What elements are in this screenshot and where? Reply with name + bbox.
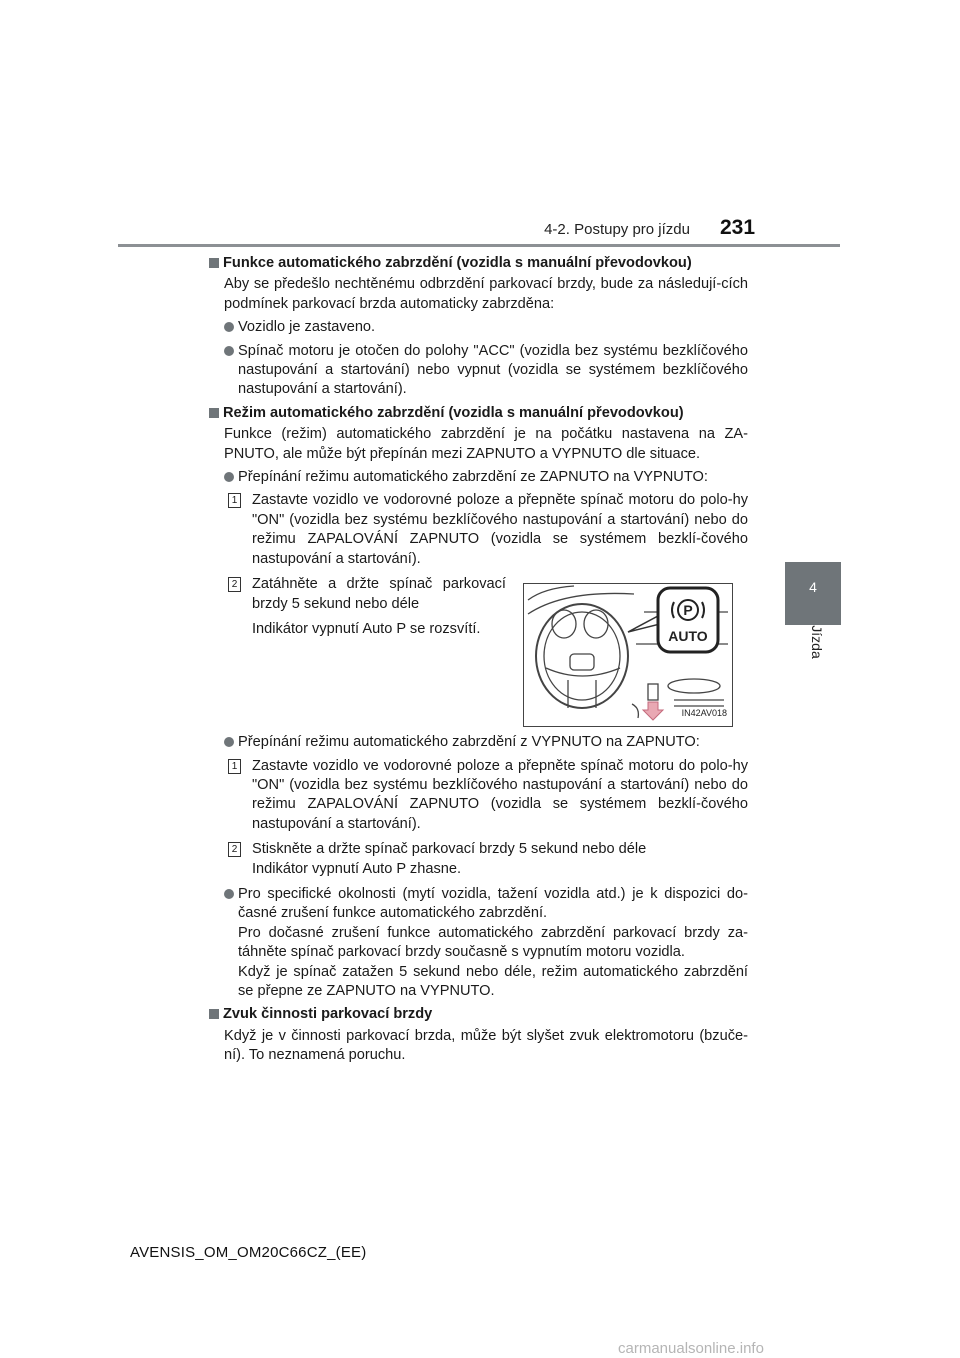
- pull-arrow-icon: [643, 702, 663, 720]
- bullet-item-temporary-cancel: Pro specifické okolnosti (mytí vozidla, tažení vozidla atd.) je k dispozici do-časné zrušení funkce automatického zabrzdění. Pro dočasné zrušení funkce automatického zabrzdění parkovací brzdy za-táhněte spínač parkovací brzdy současně s vypnutím motoru vozidla. Když je spínač zatažen 5 sekund nebo déle, režim automatického zabrzdění se přepne ze ZAPNUTO na VYPNUTO.: [208, 885, 748, 1001]
- step-number-box: 1: [228, 759, 241, 774]
- header-rule: [118, 244, 840, 247]
- chapter-tab-label: Jízda: [809, 625, 825, 659]
- bullet-dot-icon: [224, 889, 234, 899]
- auto-p-switch-icon: [658, 588, 718, 652]
- step-item: 1 Zastavte vozidlo ve vodorovné poloze a přepněte spínač motoru do polo-hy "ON" (vozidla bez systému bezklíčového nastupování a startování) nebo do režimu ZAPALOVÁNÍ ZAPNUTO (vozidla se systémem bezklí-čového nastupování a startování).: [208, 757, 748, 835]
- step-item: 2 Stiskněte a držte spínač parkovací brzdy 5 sekund nebo déle Indikátor vypnutí Auto P zhasne.: [208, 840, 748, 879]
- bullet-dot-icon: [224, 322, 234, 332]
- bullet-item-off-to-on: Přepínání režimu automatického zabrzdění z VYPNUTO na ZAPNUTO:: [208, 733, 748, 752]
- manual-code-footer: AVENSIS_OM_OM20C66CZ_(EE): [130, 1244, 367, 1261]
- section-heading-brake-sound: Zvuk činnosti parkovací brzdy: [208, 1005, 748, 1024]
- bullet-dot-icon: [224, 737, 234, 747]
- bullet-dot-icon: [224, 472, 234, 482]
- step-number-box: 2: [228, 842, 241, 857]
- section-paragraph: Když je v činnosti parkovací brzda, může být slyšet zvuk elektromotoru (bzuče-ní). To neznamená poruchu.: [224, 1027, 748, 1064]
- bullet-dot-icon: [224, 346, 234, 356]
- page-content: [208, 254, 748, 1070]
- figure-code: IN42AV018: [681, 707, 727, 718]
- step-number-box: 2: [228, 577, 241, 592]
- header-section-title: 4-2. Postupy pro jízdu: [544, 221, 690, 238]
- section-paragraph: Aby se předešlo nechtěnému odbrzdění parkovací brzdy, bude za následují-cích podmínek parkovací brzda automaticky zabrzděna:: [224, 276, 748, 312]
- bullet-item: Vozidlo je zastaveno.: [208, 318, 748, 337]
- step-number-box: 1: [228, 493, 241, 508]
- section-heading-auto-apply: Funkce automatického zabrzdění (vozidla s manuální převodovkou): [208, 254, 748, 273]
- page-number: 231: [720, 216, 756, 239]
- parking-brake-illustration: [523, 583, 733, 727]
- watermark: carmanualsonline.info: [618, 1340, 764, 1357]
- step-item: 1 Zastavte vozidlo ve vodorovné poloze a přepněte spínač motoru do polo-hy "ON" (vozidla bez systému bezklíčového nastupování a startování) nebo do režimu ZAPALOVÁNÍ ZAPNUTO (vozidla se systémem bezklí-čového nastupování a startování).: [208, 491, 748, 569]
- chapter-tab-number: 4: [785, 562, 841, 625]
- step-with-figure: [208, 575, 748, 717]
- svg-text:AUTO: AUTO: [668, 628, 708, 645]
- bullet-item-on-to-off: Přepínání režimu automatického zabrzdění ze ZAPNUTO na VYPNUTO:: [208, 468, 748, 487]
- step-item: 2 Zatáhněte a držte spínač parkovací brzdy 5 sekund nebo déle Indikátor vypnutí Auto P se rozsvítí.: [208, 575, 506, 639]
- bullet-item: Spínač motoru je otočen do polohy "ACC" (vozidla bez systému bezklíčového nastupování a startování) nebo vypnut (vozidla se systémem bezklíčového nastupování a startování).: [208, 342, 748, 400]
- svg-text:P: P: [683, 602, 693, 619]
- section-heading-auto-mode: Režim automatického zabrzdění (vozidla s manuální převodovkou): [208, 404, 748, 423]
- section-paragraph: Funkce (režim) automatického zabrzdění je na počátku nastavena na ZA-PNUTO, ale může být přepínán mezi ZAPNUTO a VYPNUTO dle situace.: [224, 426, 748, 462]
